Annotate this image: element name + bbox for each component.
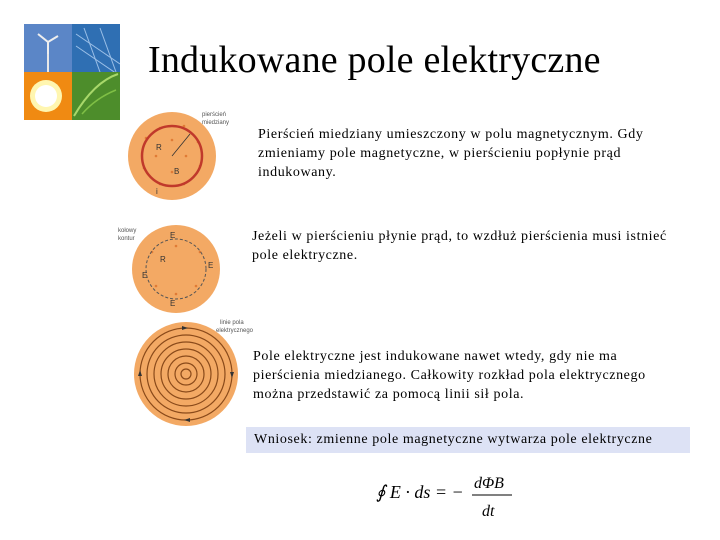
paragraph-contour: Jeżeli w pierścieniu płynie prąd, to wzdłuż pierścienia musi istnieć pole elektryczne. xyxy=(252,229,667,263)
renewable-energy-logo xyxy=(24,24,120,120)
formula-lhs: ∮ E · ds = − xyxy=(376,482,464,502)
formula-numerator: dΦB xyxy=(474,475,504,492)
svg-text:linie pola: linie pola xyxy=(220,320,244,326)
conclusion-box: Wniosek: zmienne pole magnetyczne wytwarza pole elektryczne xyxy=(246,427,690,453)
svg-text:miedziany: miedziany xyxy=(202,120,230,126)
svg-text:E: E xyxy=(208,261,214,270)
slide-title: Indukowane pole elektryczne xyxy=(148,39,601,81)
svg-text:E: E xyxy=(142,271,148,280)
svg-text:B: B xyxy=(174,167,180,176)
copper-ring-figure xyxy=(126,108,238,200)
svg-text:E: E xyxy=(170,231,176,240)
svg-text:pierścień: pierścień xyxy=(202,112,227,118)
faraday-law-formula xyxy=(370,466,530,526)
paragraph-copper-ring: Pierścień miedziany umieszczony w polu magnetycznym. Gdy zmieniamy pole magnetyczne, w pierścieniu popłynie prąd indukowany. xyxy=(258,127,644,180)
field-lines-figure xyxy=(128,316,260,428)
circular-contour-figure xyxy=(116,222,228,316)
svg-text:i: i xyxy=(156,187,158,196)
formula-denominator: dt xyxy=(482,503,495,520)
svg-text:kołowy: kołowy xyxy=(118,228,137,234)
paragraph-field-lines: Pole elektryczne jest indukowane nawet wtedy, gdy nie ma pierścienia miedzianego. Całkowity rozkład pola elektrycznego można przedstawić za pomocą linii sił pola. xyxy=(253,349,646,402)
svg-text:elektrycznego: elektrycznego xyxy=(216,328,254,334)
svg-text:E: E xyxy=(170,299,176,308)
svg-text:R: R xyxy=(160,255,166,264)
svg-text:R: R xyxy=(156,143,162,152)
svg-text:kontur: kontur xyxy=(118,236,135,242)
